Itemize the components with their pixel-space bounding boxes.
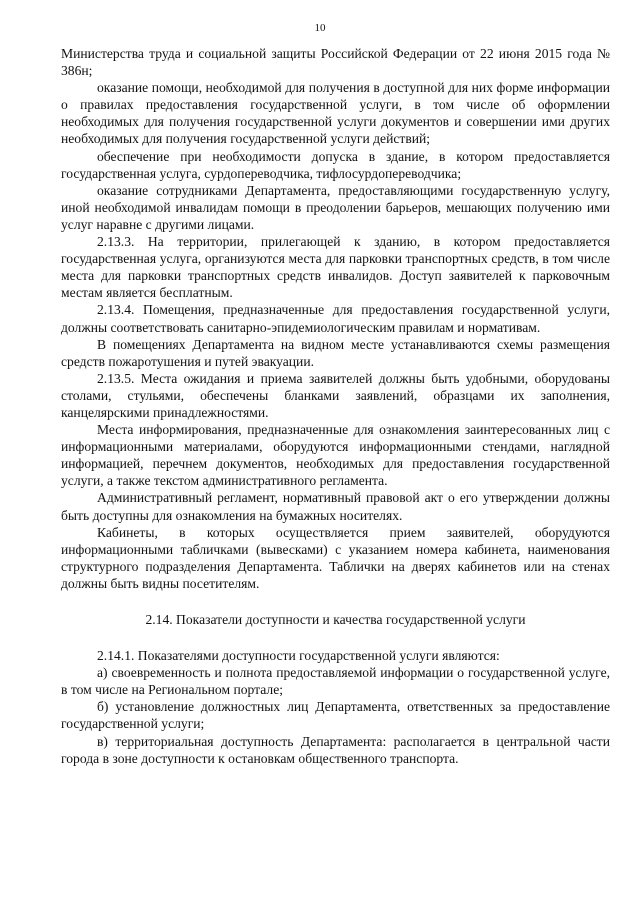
paragraph-continuation: Министерства труда и социальной защиты Российской Федерации от 22 июня 2015 года № 386н; [61,46,610,79]
paragraph-office-signs: Кабинеты, в которых осуществляется прием заявителей, оборудуются информационными табличками (вывесками) с указанием номера кабинета, наименования структурного подразделения Департамента. Таблички на дверях кабинетов или на стенах должны быть видны посетителям. [61,524,610,591]
paragraph-evacuation-schemes: В помещениях Департамента на видном месте устанавливаются схемы размещения средств пожаротушения и путей эвакуации. [61,336,610,369]
paragraph-2-13-4-premises: 2.13.4. Помещения, предназначенные для предоставления государственной услуги, должны соответствовать санитарно-эпидемиологическим правилам и нормативам. [61,302,610,335]
paragraph-2-13-5-waiting-areas: 2.13.5. Места ожидания и приема заявителей должны быть удобными, оборудованы столами, стульями, обеспечены бланками заявлений, образцами их заполнения, канцелярскими принадлежностями. [61,370,610,420]
section-heading-2-14: 2.14. Показатели доступности и качества государственной услуги [145,612,526,627]
page-number: 10 [314,22,326,34]
list-item-b-responsible-officials: б) установление должностных лиц Департамента, ответственных за предоставление государственной услуги; [61,699,610,732]
list-item-v-territorial-accessibility: в) территориальная доступность Департамента: располагается в центральной части города в зоне доступности к остановкам общественного транспорта. [61,733,610,766]
paragraph-2-14-1-indicators: 2.14.1. Показателями доступности государственной услуги являются: [97,648,500,664]
list-item-a-timeliness: а) своевременность и полнота предоставляемой информации о государственной услуге, в том числе на Региональном портале; [61,665,610,698]
paragraph-staff-assistance: оказание сотрудниками Департамента, предоставляющими государственную услугу, иной необходимой инвалидам помощи в преодолении барьеров, мешающих получению ими услуг наравне с другими лицами. [61,182,610,232]
paragraph-assistance-information: оказание помощи, необходимой для получения в доступной для них форме информации о правилах предоставления государственной услуги, в том числе об оформлении необходимых для получения государственной услуги документов и совершении ими других необходимых для получения государственной услуги действий; [61,80,610,147]
paragraph-sign-interpreter-access: обеспечение при необходимости допуска в здание, в котором предоставляется государственная услуга, сурдопереводчика, тифлосурдопереводчика; [61,148,610,181]
paragraph-regulation-availability: Административный регламент, нормативный правовой акт о его утверждении должны быть доступны для ознакомления на бумажных носителях. [61,490,610,523]
paragraph-2-13-3-parking: 2.13.3. На территории, прилегающей к зданию, в котором предоставляется государственная услуга, организуются места для парковки транспортных средств, в том числе места для парковки транспортных средств инвалидов. Доступ заявителей к парковочным местам является бесплатным. [61,234,610,301]
paragraph-information-stands: Места информирования, предназначенные для ознакомления заинтересованных лиц с информационными материалами, оборудуются информационными стендами, наглядной информацией, перечнем документов, необходимых для предоставления государственной услуги, а также текстом административного регламента. [61,422,610,489]
document-body [61,45,610,767]
